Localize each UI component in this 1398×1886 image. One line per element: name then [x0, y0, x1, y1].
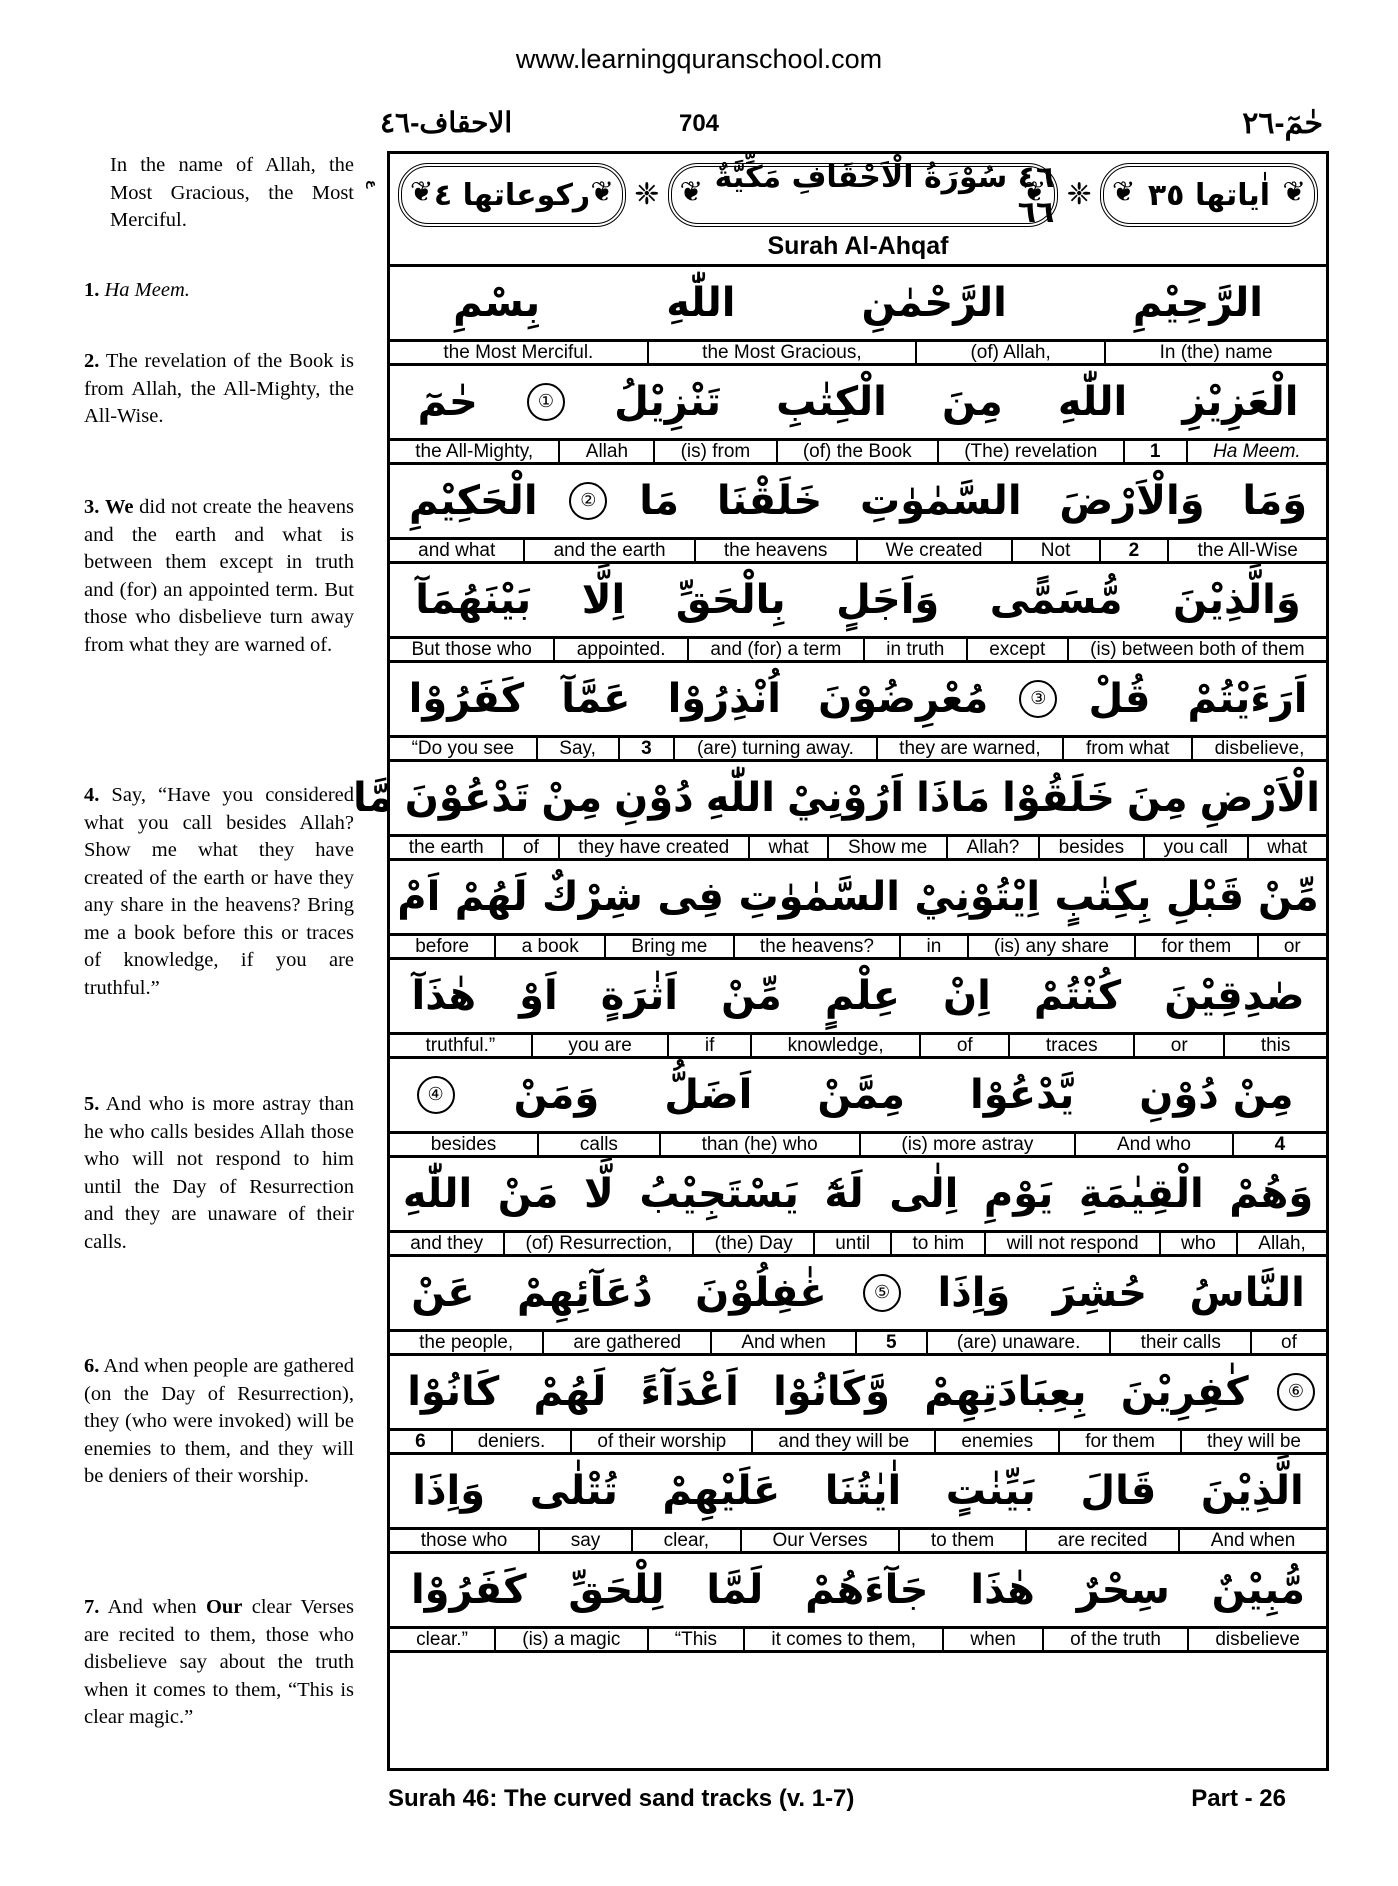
gloss-cell: And when: [710, 1332, 855, 1353]
gloss-cell: deniers.: [451, 1431, 571, 1452]
gloss-cell: who: [1159, 1233, 1236, 1254]
gloss-cell: appointed.: [553, 639, 687, 660]
english-gloss-row: [390, 1230, 1326, 1257]
verse-number: 7.: [84, 1596, 100, 1618]
translation-verse: [84, 348, 354, 431]
arabic-word: السَّمٰوٰتِ: [860, 478, 1022, 524]
gloss-cell: those who: [420, 1530, 508, 1551]
arabic-word: قُلْ: [1088, 676, 1151, 722]
gloss-cell: they will be: [1180, 1431, 1326, 1452]
arabic-word: كٰفِرِيْنَ: [1120, 1369, 1249, 1415]
verse-text-lead: And when: [107, 1596, 197, 1618]
gloss-cell: of: [502, 837, 557, 858]
arabic-word: يَسْتَجِيْبُ: [639, 1171, 799, 1217]
arabic-word: الَّذِيْنَ: [1200, 1468, 1304, 1514]
ruku-count-text: ❦ ركوعاتها ٤: [433, 177, 591, 213]
gloss-cell: in truth: [863, 639, 966, 660]
arabic-word: سِحْرٌ: [1076, 1567, 1170, 1613]
arabic-word: الْاَرْضِ: [1199, 775, 1320, 821]
arabic-word: صٰدِقِيْنَ: [1164, 973, 1305, 1019]
gloss-cell: than (he) who: [659, 1134, 859, 1155]
english-gloss-row: [390, 1428, 1326, 1455]
arabic-word: بَيْنَهُمَآ: [415, 577, 532, 623]
gloss-cell: of their worship: [570, 1431, 751, 1452]
gloss-cell: and they will be: [751, 1431, 934, 1452]
arabic-word: بِكِتٰبٍ: [1054, 874, 1152, 920]
gloss-cell: it comes to them,: [743, 1629, 942, 1650]
arabic-word: عِلْمٍ: [824, 973, 900, 1019]
verse-text: The revelation of the Book is from Allah, the All-Mighty, the All-Wise.: [84, 350, 354, 427]
arabic-word: غٰفِلُوْنَ: [695, 1270, 827, 1316]
gloss-cell: Say,: [536, 738, 618, 759]
gloss-cell: Show me: [827, 837, 946, 858]
emphasis-word: We: [105, 496, 134, 518]
verse-text: did not create the heavens and the earth and what is between them except in truth and (for) an appointed term. But those who disbelieve turn away from what they are warned of.: [84, 496, 355, 656]
gloss-cell: and what: [418, 540, 496, 561]
gloss-cell: for them: [1134, 936, 1256, 957]
gloss-cell: of the truth: [1042, 1629, 1187, 1650]
verse-text: clear Verses are recited to them, those who disbelieve say about the truth when it comes to them, “This is clear magic.”: [84, 1596, 355, 1728]
arabic-row: [390, 366, 1326, 438]
arabic-word: اَضَلُّ: [664, 1072, 753, 1118]
gloss-cell: And when: [1178, 1530, 1326, 1551]
arabic-row: [390, 1257, 1326, 1329]
arabic-word: وَمَنْ: [513, 1072, 600, 1118]
arabic-word: مِنَ: [1126, 775, 1188, 821]
arabic-word: الْقِيٰمَةِ: [1078, 1171, 1204, 1217]
header-surah-arabic: الاحقاف-٤٦: [380, 107, 513, 138]
surah-title: Surah Al-Ahqaf: [767, 232, 949, 260]
arabic-word: خَلَقُوْا: [1002, 775, 1115, 821]
gloss-cell: will not respond: [984, 1233, 1158, 1254]
arabic-word: اَوْ: [519, 973, 558, 1019]
verse-number: 5.: [84, 1093, 100, 1115]
gloss-cell: clear,: [631, 1530, 740, 1551]
arabic-word: الْعَزِيْزِ: [1182, 379, 1299, 425]
arabic-row: [390, 960, 1326, 1032]
arabic-word: النَّاسُ: [1189, 1270, 1305, 1316]
gloss-cell: enemies: [934, 1431, 1058, 1452]
arabic-word: وَمَا: [1242, 478, 1308, 524]
verse-text: Ha Meem.: [104, 279, 190, 301]
ruku-marker-icon: ع: [366, 179, 380, 189]
gloss-cell: the earth: [408, 837, 484, 858]
verse-text: And who is more astray than he who calls besides Allah those who will not respond to him until the Day of Resurrection and they are unaware of their calls.: [84, 1093, 354, 1253]
gloss-cell: you are: [531, 1035, 668, 1056]
english-gloss-row: [390, 1626, 1326, 1653]
arabic-word: مَاذَا: [916, 775, 991, 821]
gloss-cell: (of) the Book: [776, 441, 937, 462]
banner-ruku-count: [398, 163, 626, 227]
arabic-row: [390, 1059, 1326, 1131]
arabic-word: وَاَجَلٍ: [836, 577, 940, 623]
gloss-cell: Bring me: [604, 936, 733, 957]
arabic-word: يَّدْعُوْا: [969, 1072, 1075, 1118]
gloss-cell: of: [1250, 1332, 1326, 1353]
arabic-word: كُنْتُمْ: [1033, 973, 1122, 1019]
ayah-end-marker: ②: [569, 482, 607, 520]
gloss-cell: to them: [898, 1530, 1025, 1551]
gloss-cell: clear.”: [416, 1629, 468, 1650]
arabic-word: اِلَّا: [581, 577, 626, 623]
verse-rows: [352, 267, 1326, 1653]
gloss-cell: if: [667, 1035, 750, 1056]
arabic-word: عَمَّآ: [561, 676, 631, 722]
gloss-cell: and the earth: [523, 540, 693, 561]
arabic-word: دُوْنِ: [614, 775, 694, 821]
arabic-word: اِلٰى: [889, 1171, 959, 1217]
arabic-word: الرَّحْمٰنِ: [861, 280, 1007, 326]
arabic-word: اَرَءَيْتُمْ: [1187, 676, 1308, 722]
verse-number-cell: 5: [855, 1332, 926, 1353]
surah-info-text: ❦ ٤٦ سُوْرَةُ الْاَحْقَافِ مَكِّيَّةٌ ٦٦: [714, 160, 1055, 230]
translation-verse: [84, 1594, 354, 1732]
gloss-cell: (the) Day: [692, 1233, 813, 1254]
arabic-row: [390, 1554, 1326, 1626]
ornament-knot-icon: ❈: [1066, 178, 1092, 211]
arabic-word: اُنْذِرُوْا: [667, 676, 782, 722]
gloss-cell: to him: [890, 1233, 984, 1254]
page-number: 704: [678, 110, 720, 137]
gloss-cell: the people,: [419, 1332, 514, 1353]
gloss-cell: Not: [1011, 540, 1099, 561]
banner-surah-info: [668, 160, 1059, 230]
english-gloss-row: [390, 636, 1326, 663]
arabic-word: بَيِّنٰتٍ: [945, 1468, 1036, 1514]
arabic-word: حُشِرَ: [1052, 1270, 1148, 1316]
arabic-word: عَلَيْهِمْ: [662, 1468, 781, 1514]
english-gloss-row: [390, 1329, 1326, 1356]
arabic-word: وَّكَانُوْا: [773, 1369, 891, 1415]
arabic-word: مِنْ: [541, 775, 603, 821]
arabic-word: بِسْمِ: [453, 280, 541, 326]
translation-verse: [84, 1353, 354, 1491]
gloss-cell: what: [1247, 837, 1326, 858]
english-gloss-row: [390, 1527, 1326, 1554]
arabic-word: مِّنْ قَبْلِ: [1165, 874, 1319, 920]
translation-verse: [84, 782, 354, 1002]
verse-number: 4.: [84, 784, 100, 806]
gloss-cell: the heavens: [694, 540, 856, 561]
gloss-cell: a book: [494, 936, 604, 957]
gloss-cell: from what: [1062, 738, 1191, 759]
arabic-word: قَالَ: [1080, 1468, 1157, 1514]
verse-number-cell: 6: [415, 1431, 426, 1452]
gloss-cell: Allah,: [1236, 1233, 1326, 1254]
arabic-word: لَمَّا: [706, 1567, 764, 1613]
translation-verse: [84, 277, 354, 305]
arabic-word: بِعِبَادَتِهِمْ: [924, 1369, 1087, 1415]
gloss-cell: disbelieve,: [1191, 738, 1326, 759]
emphasis-word: Our: [205, 1596, 243, 1618]
gloss-cell: what: [748, 837, 827, 858]
arabic-word: اللّٰهِ: [705, 775, 776, 821]
arabic-word: مِمَّنْ: [817, 1072, 905, 1118]
arabic-word: هٰذَآ: [411, 973, 477, 1019]
gloss-cell: besides: [1038, 837, 1143, 858]
gloss-cell: the Most Gracious,: [647, 342, 915, 363]
translation-verse: [84, 1091, 354, 1256]
translation-verse: [110, 152, 354, 235]
gloss-cell: (of) Resurrection,: [503, 1233, 692, 1254]
arabic-word: لَهٗٓ: [824, 1171, 864, 1217]
arabic-word: الرَّحِيْمِ: [1132, 280, 1263, 326]
gloss-cell: Allah: [558, 441, 653, 462]
verse-text: And when people are gathered (on the Day of Resurrection), they (who were invoked) will be enemies to them, and they will be deniers of their worship.: [84, 1355, 354, 1487]
gloss-cell: (is) a magic: [494, 1629, 647, 1650]
gloss-cell: in: [899, 936, 966, 957]
gloss-cell: are gathered: [542, 1332, 710, 1353]
arabic-word: وَهُمْ: [1229, 1171, 1314, 1217]
english-gloss-row: [390, 339, 1326, 366]
gloss-cell: But those who: [411, 639, 532, 660]
word-by-word-frame: [352, 151, 1329, 1771]
website-url: www.learningquranschool.com: [515, 44, 883, 74]
verse-number: 3.: [84, 496, 100, 518]
footer-surah-caption: Surah 46: The curved sand tracks (v. 1-7): [388, 1785, 855, 1812]
arabic-row: [390, 564, 1326, 636]
gloss-cell: (is) from: [653, 441, 775, 462]
gloss-cell: traces: [1008, 1035, 1133, 1056]
arabic-word: وَاِذَا: [412, 1468, 486, 1514]
english-gloss-row: [390, 1032, 1326, 1059]
verse-number-cell: 1: [1123, 441, 1186, 462]
arabic-word: مَنْ: [497, 1171, 559, 1217]
arabic-row: [390, 1158, 1326, 1230]
gloss-cell: their calls: [1109, 1332, 1249, 1353]
arabic-word: لَّا: [584, 1171, 614, 1217]
arabic-word: حٰمٓ: [417, 379, 478, 425]
gloss-cell: the Most Merciful.: [443, 342, 594, 363]
arabic-word: بِالْحَقِّ: [675, 577, 786, 623]
gloss-cell: they are warned,: [876, 738, 1063, 759]
gloss-cell: (The) revelation: [937, 441, 1123, 462]
english-gloss-row: [390, 933, 1326, 960]
footer-part: Part - 26: [1191, 1785, 1286, 1812]
gloss-cell: “This: [647, 1629, 744, 1650]
gloss-cell: you call: [1143, 837, 1247, 858]
arabic-row: [390, 1356, 1326, 1428]
arabic-word: مُّبِيْنٌ: [1211, 1567, 1306, 1613]
gloss-cell: before: [415, 936, 470, 957]
arabic-word: مِّنْ: [721, 973, 782, 1019]
arabic-word: تُتْلٰى: [529, 1468, 618, 1514]
arabic-row: [390, 861, 1326, 933]
gloss-cell: for them: [1058, 1431, 1180, 1452]
arabic-word: اٰيٰتُنَا: [824, 1468, 902, 1514]
arabic-word: اللّٰهِ: [402, 1171, 473, 1217]
arabic-word: جَآءَهُمْ: [805, 1567, 929, 1613]
gloss-cell: they have created: [558, 837, 748, 858]
arabic-word: يَوْمِ: [983, 1171, 1054, 1217]
ayah-end-marker: ④: [417, 1076, 455, 1114]
gloss-cell: the All-Wise: [1167, 540, 1326, 561]
arabic-word: لِلْحَقِّ: [568, 1567, 665, 1613]
verse-number-cell: 4: [1232, 1134, 1326, 1155]
arabic-word: مَا: [639, 478, 680, 524]
gloss-cell: Our Verses: [740, 1530, 898, 1551]
gloss-cell: (is) between both of them: [1067, 639, 1326, 660]
gloss-cell: the All-Mighty,: [415, 441, 534, 462]
arabic-word: شِرْكٌ: [542, 874, 643, 920]
surah-banner: [398, 160, 1318, 230]
gloss-cell: when: [942, 1629, 1042, 1650]
arabic-word: هٰذَا: [970, 1567, 1035, 1613]
arabic-word: كَانُوْا: [407, 1369, 500, 1415]
arabic-word: وَالَّذِيْنَ: [1173, 577, 1301, 623]
verse-number: 6.: [84, 1355, 100, 1377]
arabic-word: فِى: [657, 874, 724, 920]
gloss-cell: say: [538, 1530, 631, 1551]
gloss-cell: truthful.”: [425, 1035, 496, 1056]
arabic-word: عَنْ: [411, 1270, 475, 1316]
arabic-word: وَالْاَرْضَ: [1059, 478, 1205, 524]
arabic-word: مَّا: [352, 775, 393, 821]
arabic-word: اَمْ: [397, 874, 441, 920]
verse-number: 2.: [84, 350, 100, 372]
gloss-cell: calls: [537, 1134, 659, 1155]
english-gloss-row: [390, 537, 1326, 564]
gloss-cell: (are) turning away.: [673, 738, 875, 759]
gloss-cell: until: [813, 1233, 890, 1254]
arabic-row: [390, 1455, 1326, 1527]
gloss-cell: and (for) a term: [687, 639, 863, 660]
gloss-cell: knowledge,: [750, 1035, 919, 1056]
arabic-word: مُّسَمًّى: [989, 577, 1123, 623]
gloss-cell: of: [919, 1035, 1008, 1056]
arabic-word: الْحَكِيْمِ: [409, 478, 538, 524]
gloss-cell: the heavens?: [733, 936, 900, 957]
arabic-word: اللّٰهِ: [666, 280, 736, 326]
english-gloss-row: [390, 438, 1326, 465]
gloss-cell: And who: [1074, 1134, 1232, 1155]
gloss-cell: or: [1133, 1035, 1223, 1056]
verse-text: In the name of Allah, the Most Gracious, the Most Merciful.: [110, 154, 354, 231]
gloss-cell: this: [1223, 1035, 1326, 1056]
arabic-row: [390, 663, 1326, 735]
arabic-word: الْكِتٰبِ: [776, 379, 887, 425]
gloss-cell: (is) any share: [967, 936, 1135, 957]
ayah-end-marker: ⑥: [1277, 1373, 1315, 1411]
gloss-cell: or: [1257, 936, 1326, 957]
ayah-end-marker: ③: [1019, 680, 1057, 718]
arabic-word: اَعْدَآءً: [640, 1369, 739, 1415]
arabic-word: السَّمٰوٰتِ: [738, 874, 900, 920]
ornament-knot-icon: ❈: [634, 178, 660, 211]
arabic-word: تَنْزِيْلُ: [614, 379, 722, 425]
gloss-cell: Allah?: [946, 837, 1038, 858]
arabic-word: دُعَآئِهِمْ: [517, 1270, 653, 1316]
gloss-cell: and they: [410, 1233, 484, 1254]
verse-number-cell: 3: [618, 738, 674, 759]
banner-verses-count: [1100, 163, 1318, 227]
arabic-word: كَفَرُوْا: [410, 1567, 527, 1613]
arabic-word: اِنْ: [942, 973, 991, 1019]
gloss-cell: besides: [430, 1134, 497, 1155]
gloss-cell: disbelieve: [1187, 1629, 1326, 1650]
header-part-arabic: حٰمٓ-٢٦: [1242, 107, 1323, 140]
verses-count-text: ❦ اٰياتها ٣٥: [1147, 177, 1271, 213]
english-gloss-row: [390, 1131, 1326, 1158]
gloss-cell: (is) more astray: [859, 1134, 1075, 1155]
arabic-word: اَرُوْنِيْ: [787, 775, 905, 821]
arabic-word: اِيْتُوْنِيْ: [914, 874, 1041, 920]
verse-number-cell: 2: [1099, 540, 1168, 561]
arabic-row: [352, 762, 1326, 834]
arabic-word: تَدْعُوْنَ: [404, 775, 530, 821]
arabic-word: مِنَ: [941, 379, 1003, 425]
arabic-word: اللّٰهِ: [1057, 379, 1128, 425]
gloss-cell: In (the) name: [1104, 342, 1326, 363]
gloss-cell: except: [966, 639, 1067, 660]
arabic-row: [390, 267, 1326, 339]
gloss-cell: “Do you see: [411, 738, 515, 759]
arabic-word: لَهُمْ: [454, 874, 528, 920]
arabic-row: [390, 465, 1326, 537]
verse-text: Say, “Have you considered what you call besides Allah? Show me what they have created of the earth or have they any share in the heavens? Bring me a book before this or traces of knowledge, if you are truthful.”: [84, 784, 354, 999]
ayah-end-marker: ⑤: [863, 1274, 901, 1312]
english-gloss-row: [390, 735, 1326, 762]
arabic-word: وَاِذَا: [937, 1270, 1011, 1316]
english-gloss-row: [390, 834, 1326, 861]
arabic-word: مُعْرِضُوْنَ: [818, 676, 989, 722]
verse-number: 1.: [84, 279, 100, 301]
gloss-cell: (are) unaware.: [926, 1332, 1110, 1353]
arabic-word: اَثٰرَةٍ: [600, 973, 679, 1019]
gloss-cell: Ha Meem.: [1186, 441, 1326, 462]
arabic-word: كَفَرُوْا: [408, 676, 525, 722]
arabic-word: خَلَقْنَا: [716, 478, 823, 524]
ayah-end-marker: ①: [527, 383, 565, 421]
gloss-cell: We created: [856, 540, 1011, 561]
translation-verse: [84, 494, 354, 659]
arabic-word: لَهُمْ: [533, 1369, 607, 1415]
gloss-cell: are recited: [1025, 1530, 1178, 1551]
gloss-cell: (of) Allah,: [915, 342, 1104, 363]
arabic-word: مِنْ دُوْنِ: [1139, 1072, 1294, 1118]
